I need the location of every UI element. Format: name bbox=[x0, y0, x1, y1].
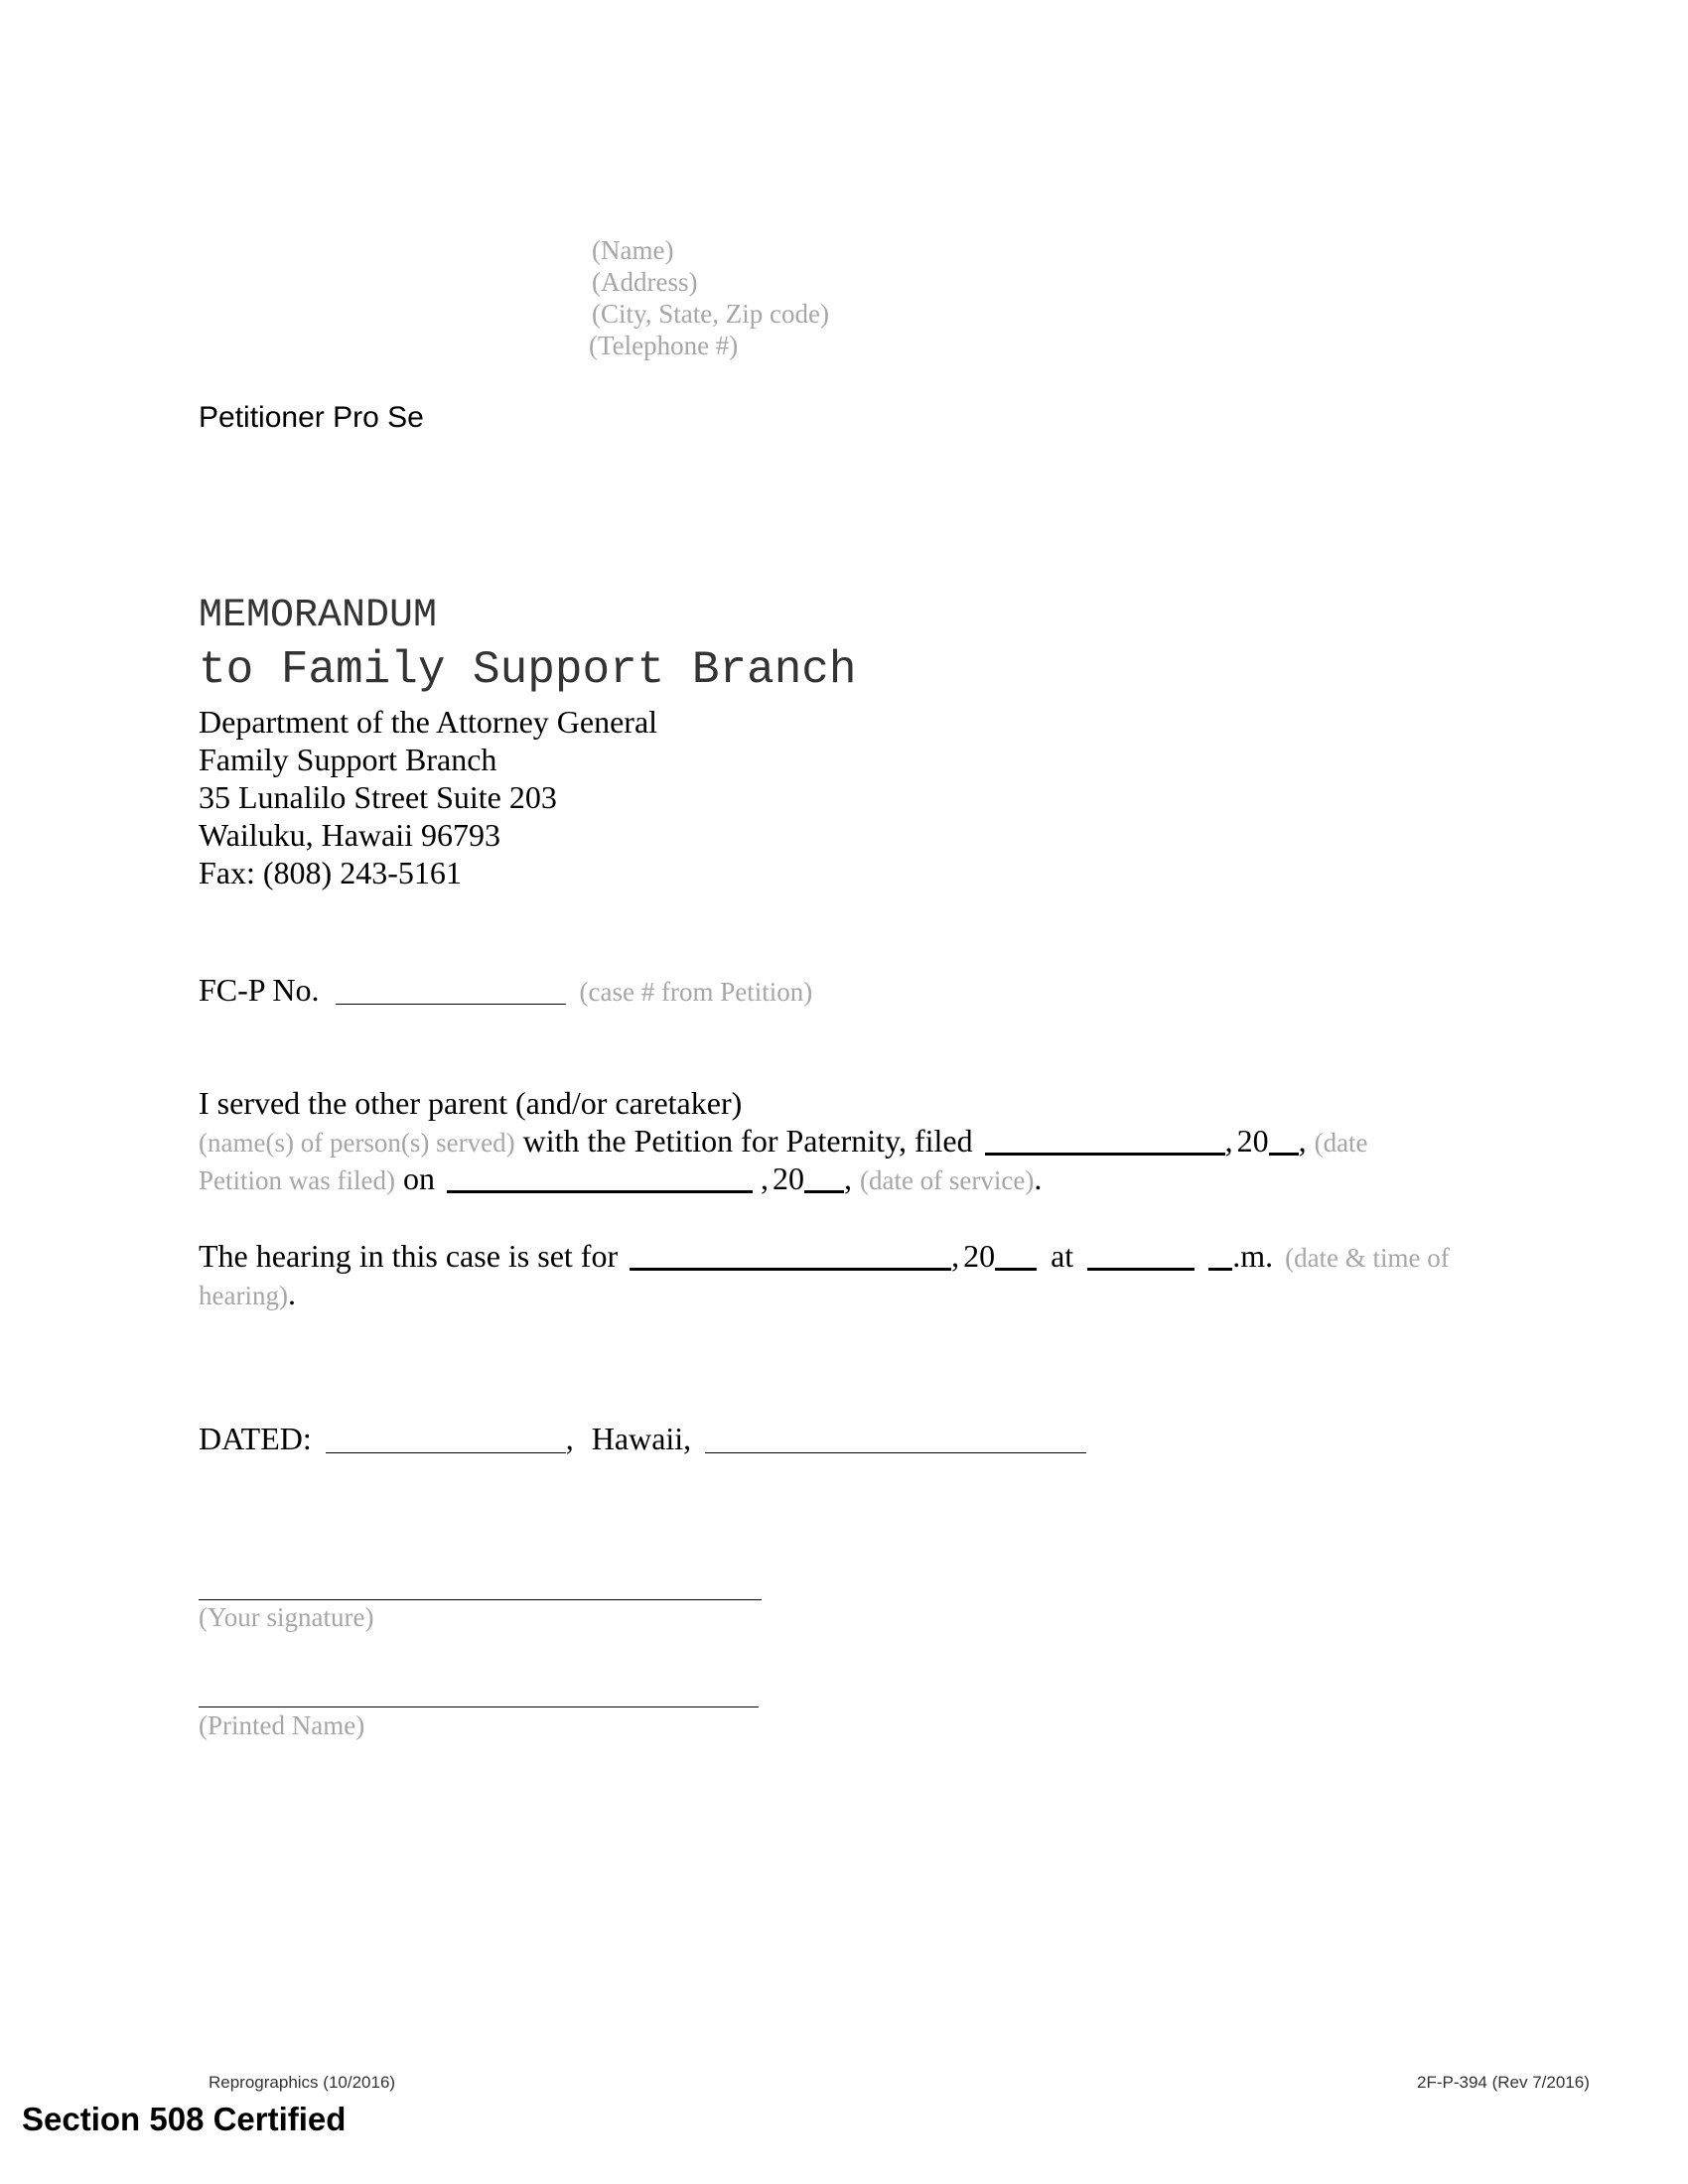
service-year-field[interactable] bbox=[804, 1164, 844, 1193]
dated-row: DATED: , Hawaii, bbox=[199, 1420, 1086, 1457]
petition-filed-hint-part: (date bbox=[1314, 1128, 1368, 1158]
reprographics-note: Reprographics (10/2016) bbox=[209, 2073, 396, 2092]
hearing-period: . bbox=[287, 1276, 296, 1311]
hearing-time-field[interactable] bbox=[1087, 1242, 1195, 1271]
service-year-prefix: 20 bbox=[772, 1160, 804, 1196]
case-number-field[interactable] bbox=[336, 978, 566, 1005]
contact-city-state-zip: (City, State, Zip code) bbox=[592, 299, 829, 329]
memo-title-line2: to Family Support Branch bbox=[199, 644, 857, 696]
hearing-date-field[interactable] bbox=[630, 1242, 951, 1271]
service-line1: I served the other parent (and/or caretaker) bbox=[199, 1085, 743, 1121]
case-number-hint: (case # from Petition) bbox=[579, 977, 813, 1007]
dated-date-field[interactable] bbox=[326, 1427, 566, 1453]
recipient-line1: Department of the Attorney General bbox=[199, 704, 658, 740]
form-number: 2F-P-394 (Rev 7/2016) bbox=[1417, 2073, 1590, 2092]
recipient-line3: 35 Lunalilo Street Suite 203 bbox=[199, 779, 557, 815]
contact-telephone: (Telephone #) bbox=[589, 331, 739, 360]
hearing-ampm-field[interactable] bbox=[1208, 1242, 1232, 1271]
signature-line[interactable] bbox=[199, 1599, 762, 1600]
contact-address: (Address) bbox=[592, 267, 698, 297]
service-line3: Petition was filed) on , 20 , (date of service). bbox=[199, 1160, 1043, 1196]
petitioner-label: Petitioner Pro Se bbox=[199, 401, 424, 434]
hearing-line1: The hearing in this case is set for , 20 at .m. (date & time of bbox=[199, 1238, 1450, 1274]
section-508-certification: Section 508 Certified bbox=[22, 2101, 347, 2137]
dated-label: DATED: bbox=[199, 1421, 312, 1456]
petition-text: with the Petition for Paternity, filed bbox=[522, 1123, 973, 1159]
your-signature-label: (Your signature) bbox=[199, 1602, 374, 1632]
dated-location-field[interactable] bbox=[705, 1427, 1086, 1453]
printed-name-label: (Printed Name) bbox=[199, 1710, 365, 1740]
service-date-hint: (date of service) bbox=[859, 1165, 1035, 1195]
case-number-label: FC-P No. bbox=[199, 972, 320, 1008]
printed-name-line[interactable] bbox=[199, 1706, 759, 1707]
hearing-hint-part: (date & time of bbox=[1285, 1243, 1450, 1273]
hearing-hint-rest: hearing) bbox=[199, 1281, 288, 1310]
recipient-block bbox=[199, 703, 657, 891]
memo-title bbox=[199, 592, 857, 699]
hearing-m-text: .m. bbox=[1232, 1238, 1274, 1274]
case-number-row bbox=[199, 971, 812, 1011]
service-period: . bbox=[1034, 1160, 1043, 1196]
hearing-text: The hearing in this case is set for bbox=[199, 1238, 619, 1274]
recipient-line4: Wailuku, Hawaii 96793 bbox=[199, 817, 501, 853]
petition-filed-hint-rest: Petition was filed) bbox=[199, 1165, 395, 1195]
service-line2: (name(s) of person(s) served) with the Petition for Paternity, filed , 20 , (date bbox=[199, 1123, 1368, 1159]
on-text: on bbox=[402, 1160, 435, 1196]
dated-hawaii: Hawaii, bbox=[591, 1421, 692, 1456]
hearing-year-field[interactable] bbox=[995, 1242, 1037, 1271]
hearing-line2 bbox=[199, 1275, 296, 1314]
memo-title-line1: MEMORANDUM bbox=[199, 594, 438, 638]
recipient-line2: Family Support Branch bbox=[199, 742, 497, 777]
petition-filed-year-field[interactable] bbox=[1269, 1127, 1299, 1156]
contact-name: (Name) bbox=[592, 235, 674, 265]
petition-filed-year-prefix: 20 bbox=[1236, 1123, 1269, 1159]
hearing-year-prefix: 20 bbox=[963, 1238, 996, 1274]
service-date-field[interactable] bbox=[447, 1164, 753, 1193]
recipient-fax: Fax: (808) 243-5161 bbox=[199, 855, 462, 890]
contact-block bbox=[589, 234, 829, 361]
petition-filed-date-field[interactable] bbox=[985, 1127, 1225, 1156]
hearing-at-text: at bbox=[1051, 1238, 1074, 1274]
served-persons-hint: (name(s) of person(s) served) bbox=[199, 1128, 515, 1158]
